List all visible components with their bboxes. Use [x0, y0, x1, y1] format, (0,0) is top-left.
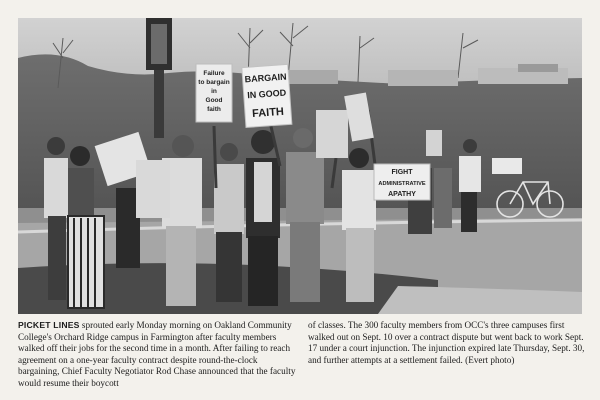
- sign-left-blank-2: [136, 160, 170, 218]
- caption-col1-text: sprouted early Monday morning on Oakland Community College's Orchard Ridge campus in Farmington after faculty members walked off their jobs for the second time in a month. After failing to reach agreement on a one-year faculty contract despite round-the-clock bargaining, Chief Faculty Negotiator Rod Chase announced that the faculty would resume their boycott: [18, 320, 296, 388]
- sign-failure-line2: to bargain: [198, 79, 230, 86]
- sign-bargain-line2: IN GOOD: [246, 87, 287, 101]
- sign-fight-line1: FIGHT: [391, 169, 413, 176]
- sign-fight-line3: APATHY: [388, 191, 416, 198]
- news-photo: [18, 18, 582, 314]
- sign-fight-line2: ADMINISTRATIVE: [378, 181, 426, 187]
- sign-failure-line1: Failure: [203, 70, 225, 77]
- photo-caption: [18, 320, 588, 396]
- sign-bargain-line1: BARGAIN: [244, 71, 287, 85]
- sign-bargain-line3: FAITH: [251, 105, 285, 120]
- caption-col2-text: of classes. The 300 faculty members from OCC's three campuses first walked out on Sept. 10 over a contract dispute but went back to work Sept. 17 under a court injunction. The injunction expired late Thursday, Sept. 30, and further attempts at a settlement failed. (Evert photo): [308, 320, 585, 365]
- caption-column-1: [18, 320, 298, 396]
- sign-mid-blank: [316, 110, 348, 158]
- sign-failure-to-bargain: [196, 64, 232, 122]
- sign-failure-line5: faith: [207, 106, 221, 113]
- caption-lead: PICKET LINES: [18, 320, 80, 330]
- sign-failure-line3: in: [211, 88, 217, 95]
- small-sign-right: [492, 158, 522, 174]
- sign-failure-line4: Good: [205, 97, 223, 104]
- sign-right-blank: [426, 130, 442, 156]
- sign-fight-administrative-apathy: [374, 164, 430, 200]
- caption-column-2: [308, 320, 588, 396]
- sign-bargain-in-good-faith: [242, 64, 292, 127]
